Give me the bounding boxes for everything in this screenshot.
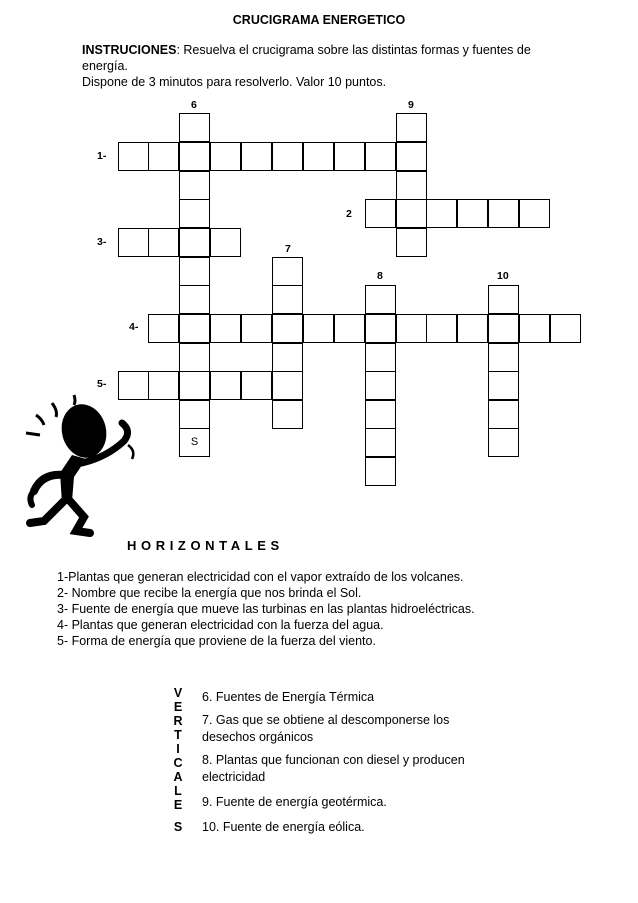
crossword-cell[interactable]: [396, 171, 427, 200]
crossword-cell[interactable]: [179, 285, 210, 314]
crossword-cell[interactable]: [272, 314, 303, 343]
verticales-letter: S: [173, 820, 183, 834]
clue-number-2: 2: [346, 208, 352, 220]
crossword-cell[interactable]: [179, 371, 210, 400]
crossword-cell[interactable]: [179, 113, 210, 142]
crossword-cell[interactable]: [272, 371, 303, 400]
crossword-cell[interactable]: [241, 142, 272, 171]
crossword-cell[interactable]: [179, 343, 210, 372]
verticales-letter: A: [173, 770, 183, 784]
crossword-cell[interactable]: [148, 228, 179, 257]
page-title: CRUCIGRAMA ENERGETICO: [232, 13, 406, 27]
crossword-cell[interactable]: [241, 371, 272, 400]
crossword-cell[interactable]: [365, 314, 396, 343]
crossword-cell[interactable]: [179, 257, 210, 286]
crossword-cell[interactable]: [457, 314, 488, 343]
crossword-cell[interactable]: [488, 428, 519, 457]
instructions-line-1: [82, 42, 562, 58]
vertical-clue-9: 9. Fuente de energía geotérmica.: [202, 795, 387, 809]
crossword-cell[interactable]: [365, 142, 396, 171]
crossword-cell[interactable]: [488, 343, 519, 372]
crossword-cell[interactable]: [396, 314, 427, 343]
crossword-cell[interactable]: [148, 314, 179, 343]
thinking-figure-illustration: [12, 393, 152, 538]
crossword-cell[interactable]: [272, 285, 303, 314]
crossword-cell[interactable]: [118, 142, 149, 171]
clue-number-10: 10: [497, 270, 509, 282]
crossword-cell[interactable]: [210, 228, 241, 257]
horizontal-clue-5: 5- Forma de energía que proviene de la fuerza del viento.: [57, 634, 376, 648]
instructions-line-2: energía.: [82, 59, 128, 73]
crossword-cell[interactable]: [426, 314, 457, 343]
verticales-letter: R: [173, 714, 183, 728]
horizontal-clue-3: 3- Fuente de energía que mueve las turbinas en las plantas hidroeléctricas.: [57, 602, 475, 616]
crossword-cell[interactable]: [272, 343, 303, 372]
horizontal-clue-2: 2- Nombre que recibe la energía que nos brinda el Sol.: [57, 586, 362, 600]
crossword-cell[interactable]: [396, 113, 427, 142]
crossword-cell[interactable]: [396, 199, 427, 228]
horizontal-clue-4: 4- Plantas que generan electricidad con la fuerza del agua.: [57, 618, 384, 632]
instructions-text: : Resuelva el crucigrama sobre las distintas formas y fuentes de: [176, 43, 531, 57]
crossword-cell[interactable]: [488, 400, 519, 429]
crossword-cell[interactable]: [210, 314, 241, 343]
verticales-letter: E: [173, 700, 183, 714]
crossword-cell[interactable]: [179, 228, 210, 257]
clue-number-7: 7: [285, 243, 291, 255]
verticales-letter: I: [176, 742, 180, 756]
verticales-letter: V: [173, 686, 183, 700]
crossword-cell[interactable]: [396, 142, 427, 171]
clue-number-1: 1-: [97, 150, 107, 162]
crossword-cell[interactable]: [272, 257, 303, 286]
crossword-cell[interactable]: [179, 171, 210, 200]
crossword-cell[interactable]: [365, 457, 396, 486]
crossword-cell[interactable]: [488, 199, 519, 228]
crossword-cell[interactable]: [179, 400, 210, 429]
crossword-cell[interactable]: [519, 199, 550, 228]
clue-number-3: 3-: [97, 236, 107, 248]
verticales-letter: L: [174, 784, 182, 798]
crossword-cell[interactable]: [365, 400, 396, 429]
instructions-line-3: Dispone de 3 minutos para resolverlo. Valor 10 puntos.: [82, 75, 387, 89]
vertical-clue-10: 10. Fuente de energía eólica.: [202, 820, 365, 834]
vertical-clue-8: 8. Plantas que funcionan con diesel y producen electricidad: [202, 753, 465, 784]
crossword-cell[interactable]: [118, 228, 149, 257]
crossword-cell[interactable]: [488, 314, 519, 343]
vertical-clue-7: 7. Gas que se obtiene al descomponerse los desechos orgánicos: [202, 713, 450, 744]
instructions-label: INSTRUCIONES: [82, 43, 177, 57]
crossword-cell[interactable]: [488, 371, 519, 400]
clue-number-5: 5-: [97, 378, 107, 390]
crossword-cell[interactable]: [457, 199, 488, 228]
instructions: [82, 42, 562, 90]
crossword-cell[interactable]: [210, 371, 241, 400]
clue-number-8: 8: [377, 270, 383, 282]
crossword-cell[interactable]: [426, 199, 457, 228]
crossword-cell[interactable]: [179, 314, 210, 343]
crossword-cell[interactable]: [365, 199, 396, 228]
crossword-cell[interactable]: [179, 142, 210, 171]
crossword-cell[interactable]: [396, 228, 427, 257]
clue-number-4: 4-: [129, 321, 139, 333]
clue-number-6: 6: [191, 99, 197, 111]
crossword-cell[interactable]: [488, 285, 519, 314]
crossword-cell[interactable]: [179, 199, 210, 228]
vertical-clue-6: 6. Fuentes de Energía Térmica: [202, 690, 375, 704]
crossword-cell[interactable]: [365, 428, 396, 457]
crossword-cell[interactable]: [365, 371, 396, 400]
crossword-cell-prefilled[interactable]: S: [179, 428, 210, 457]
verticales-letter: E: [173, 798, 183, 812]
clue-number-9: 9: [408, 99, 414, 111]
crossword-cell[interactable]: [519, 314, 550, 343]
crossword-cell[interactable]: [272, 142, 303, 171]
verticales-letter: C: [173, 756, 183, 770]
crossword-cell[interactable]: [365, 285, 396, 314]
crossword-cell[interactable]: [210, 142, 241, 171]
verticales-letter: T: [174, 728, 182, 742]
crossword-cell[interactable]: [550, 314, 581, 343]
horizontales-title: HORIZONTALES: [127, 538, 284, 553]
crossword-cell[interactable]: [148, 142, 179, 171]
crossword-cell[interactable]: [241, 314, 272, 343]
crossword-cell[interactable]: [334, 142, 365, 171]
crossword-cell[interactable]: [334, 314, 365, 343]
horizontal-clue-1: 1-Plantas que generan electricidad con el vapor extraído de los volcanes.: [57, 570, 464, 584]
crossword-cell[interactable]: [303, 142, 334, 171]
crossword-cell[interactable]: [272, 400, 303, 429]
crossword-cell[interactable]: [148, 371, 179, 400]
crossword-cell[interactable]: [365, 343, 396, 372]
crossword-cell[interactable]: [303, 314, 334, 343]
